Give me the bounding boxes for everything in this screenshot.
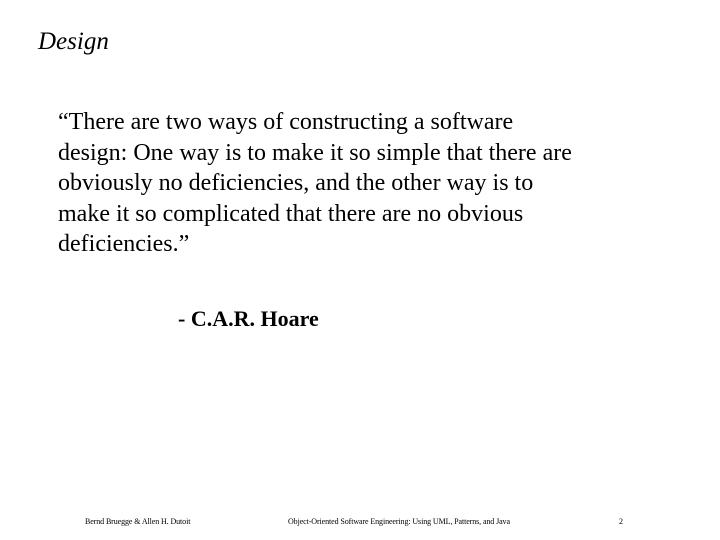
quote-line-2: design: One way is to make it so simple that there are <box>58 139 572 166</box>
slide-title: Design <box>38 28 109 55</box>
quote-line-5: deficiencies.” <box>58 231 190 257</box>
quote-block <box>58 107 698 260</box>
quote-attribution: - C.A.R. Hoare <box>178 306 319 331</box>
quote-line-4: make it so complicated that there are no obvious <box>58 200 524 227</box>
footer-page-number: 2 <box>619 517 623 526</box>
footer-book-title: Object-Oriented Software Engineering: Using UML, Patterns, and Java <box>288 517 510 526</box>
quote-line-3: obviously no deficiencies, and the other way is to <box>58 170 534 196</box>
quote-line-1: “There are two ways of constructing a software <box>58 109 514 135</box>
footer-authors: Bernd Bruegge & Allen H. Dutoit <box>85 517 191 526</box>
